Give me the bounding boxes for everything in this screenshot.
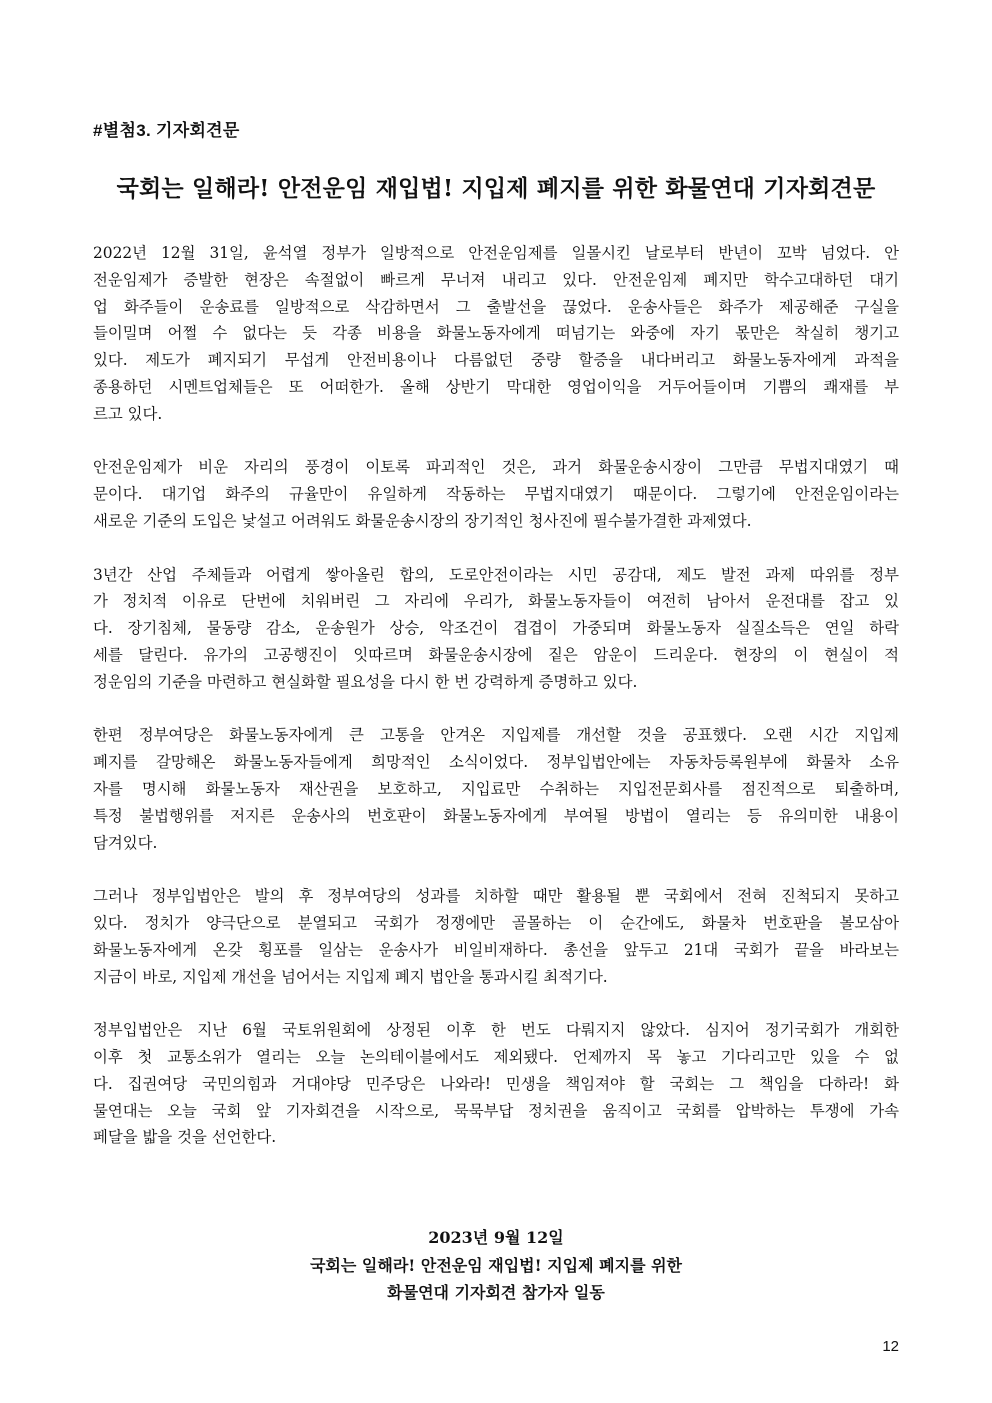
paragraph-line: 세를 달린다. 유가의 고공행진이 잇따르며 화물운송시장에 짙은 암운이 드리운다. 현장의 이 현실이 적 — [93, 645, 899, 664]
paragraph — [93, 454, 899, 534]
paragraph-line: 물연대는 오늘 국회 앞 기자회견을 시작으로, 묵묵부답 정치권을 움직이고 국회를 압박하는 투쟁에 가속 — [93, 1101, 899, 1120]
paragraph — [93, 1017, 899, 1151]
closing-signature — [93, 1224, 899, 1307]
paragraph — [93, 722, 899, 856]
paragraph-line: 2022년 12월 31일, 윤석열 정부가 일방적으로 안전운임제를 일몰시킨 날로부터 반년이 꼬박 넘었다. 안 — [93, 244, 899, 262]
paragraph-line: 정운임의 기준을 마련하고 현실화할 필요성을 다시 한 번 강력하게 증명하고 있다. — [93, 672, 638, 691]
paragraph-line: 화물노동자에게 온갖 횡포를 일삼는 운송사가 비일비재하다. 총선을 앞두고 21대 국회가 끝을 바라보는 — [93, 940, 899, 959]
paragraph-line: 가 정치적 이유로 단번에 치워버린 그 자리에 우리가, 화물노동자들이 여전히 남아서 운전대를 잡고 있 — [93, 592, 899, 611]
paragraph-line: 페달을 밟을 것을 선언한다. — [93, 1128, 277, 1147]
paragraph-line: 이후 첫 교통소위가 열리는 오늘 논의테이블에서도 제외됐다. 언제까지 목 놓고 기다리고만 있을 수 없 — [93, 1047, 899, 1066]
paragraph-line: 자를 명시해 화물노동자 재산권을 보호하고, 지입료만 수취하는 지입전문회사를 점진적으로 퇴출하며, — [93, 779, 899, 798]
closing-date: 2023년 9월 12일 — [428, 1228, 564, 1247]
paragraph-line: 문이다. 대기업 화주의 규율만이 유일하게 작동하는 무법지대였기 때문이다. 그렇기에 안전운임이라는 — [93, 485, 899, 504]
page-title: 국회는 일해라! 안전운임 재입법! 지입제 폐지를 위한 화물연대 기자회견문 — [116, 175, 876, 202]
paragraph-line: 폐지를 갈망해온 화물노동자들에게 희망적인 소식이었다. 정부입법안에는 자동차등록원부에 화물차 소유 — [93, 753, 899, 772]
statement-body — [93, 240, 899, 1178]
paragraph-line: 들이밀며 어쩔 수 없다는 듯 각종 비용을 화물노동자에게 떠넘기는 와중에 자기 몫만은 착실히 챙기고 — [93, 324, 899, 343]
paragraph-line: 안전운임제가 비운 자리의 풍경이 이토록 파괴적인 것은, 과거 화물운송시장이 그만큼 무법지대였기 때 — [93, 458, 899, 477]
paragraph-line: 업 화주들이 운송료를 일방적으로 삭감하면서 그 출발선을 끊었다. 운송사들은 화주가 제공해준 구실을 — [93, 297, 899, 316]
page-number: 12 — [882, 1338, 899, 1355]
paragraph-line: 3년간 산업 주체들과 어렵게 쌓아올린 합의, 도로안전이라는 시민 공감대, 제도 발전 과제 따위를 정부 — [93, 565, 899, 584]
closing-line-1: 국회는 일해라! 안전운임 재입법! 지입제 폐지를 위한 — [309, 1255, 683, 1275]
paragraph-line: 그러나 정부입법안은 발의 후 정부여당의 성과를 치하할 때만 활용될 뿐 국회에서 전혀 진척되지 못하고 — [93, 887, 899, 906]
paragraph-line: 종용하던 시멘트업체들은 또 어떠한가. 올해 상반기 막대한 영업이익을 거두어들이며 기쁨의 쾌재를 부 — [93, 377, 899, 396]
paragraph-line: 있다. 정치가 양극단으로 분열되고 국회가 정쟁에만 골몰하는 이 순간에도, 화물차 번호판을 볼모삼아 — [93, 913, 899, 932]
paragraph-line: 지금이 바로, 지입제 개선을 넘어서는 지입제 폐지 법안을 통과시킬 최적기다. — [93, 967, 608, 986]
attachment-label: #별첨3. 기자회견문 — [93, 121, 240, 140]
paragraph-line: 다. 집권여당 국민의힘과 거대야당 민주당은 나와라! 민생을 책임져야 할 국회는 그 책임을 다하라! 화 — [93, 1074, 899, 1093]
paragraph-line: 르고 있다. — [93, 404, 163, 423]
paragraph-line: 특정 불법행위를 저지른 운송사의 번호판이 화물노동자에게 부여될 방법이 열리는 등 유의미한 내용이 — [93, 806, 899, 825]
paragraph-line: 다. 장기침체, 물동량 감소, 운송원가 상승, 악조건이 겹겹이 가중되며 화물노동자 실질소득은 연일 하락 — [93, 619, 899, 638]
paragraph-line: 한편 정부여당은 화물노동자에게 큰 고통을 안겨온 지입제를 개선할 것을 공표했다. 오랜 시간 지입제 — [93, 726, 899, 745]
paragraph-line: 담겨있다. — [93, 833, 158, 852]
paragraph-line: 새로운 기준의 도입은 낯설고 어려워도 화물운송시장의 장기적인 청사진에 필수불가결한 과제였다. — [93, 511, 752, 530]
paragraph — [93, 883, 899, 990]
paragraph-line: 있다. 제도가 폐지되기 무섭게 안전비용이나 다름없던 중량 할증을 내다버리고 화물노동자에게 과적을 — [93, 351, 899, 370]
paragraph-line: 전운임제가 증발한 현장은 속절없이 빠르게 무너져 내리고 있다. 안전운임제 폐지만 학수고대하던 대기 — [93, 270, 899, 289]
closing-line-2: 화물연대 기자회견 참가자 일동 — [387, 1283, 605, 1302]
paragraph — [93, 562, 899, 696]
paragraph — [93, 240, 899, 428]
paragraph-line: 정부입법안은 지난 6월 국토위원회에 상정된 이후 한 번도 다뤄지지 않았다. 심지어 정기국회가 개회한 — [93, 1021, 899, 1040]
